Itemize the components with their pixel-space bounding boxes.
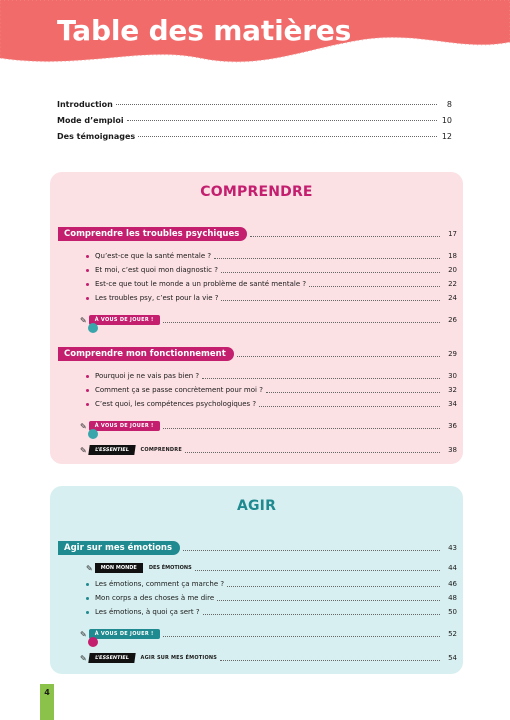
chapter-keyword: Agir xyxy=(64,543,84,553)
chapter-page: 43 xyxy=(448,544,457,552)
item-page: 30 xyxy=(448,372,457,380)
dot-leader xyxy=(220,660,440,661)
bullet-icon xyxy=(86,375,89,378)
pencil-icon: ✎ xyxy=(80,445,87,455)
essentiel-page: 38 xyxy=(448,446,457,454)
dot-leader xyxy=(217,600,440,601)
section-title: COMPRENDRE xyxy=(200,184,313,200)
play-row[interactable] xyxy=(58,626,457,642)
page-number: 4 xyxy=(44,688,50,697)
pencil-icon: ✎ xyxy=(80,629,87,639)
dot-leader xyxy=(116,104,437,105)
essentiel-tag: L’ESSENTIEL xyxy=(88,653,135,663)
essentiel-row[interactable] xyxy=(58,442,457,458)
dot-leader xyxy=(259,406,440,407)
item-label: Comment ça se passe concrètement pour moi ? xyxy=(95,386,263,394)
pencil-icon: ✎ xyxy=(80,421,87,431)
essentiel-badge xyxy=(80,445,182,455)
chapter-row[interactable] xyxy=(58,226,457,242)
monde-tag: MON MONDE xyxy=(95,563,143,573)
play-badge xyxy=(80,629,160,639)
dot-leader xyxy=(163,428,440,429)
item-page: 34 xyxy=(448,400,457,408)
item-page: 20 xyxy=(448,266,457,274)
dot-leader xyxy=(309,286,440,287)
dot-leader xyxy=(163,322,440,323)
chapter-title: sur mes émotions xyxy=(83,543,173,553)
dot-leader xyxy=(185,452,440,453)
bullet-icon xyxy=(86,583,89,586)
dot-leader xyxy=(221,300,440,301)
header-banner xyxy=(0,0,510,80)
item-label: Les troubles psy, c’est pour la vie ? xyxy=(95,294,219,302)
item-page: 32 xyxy=(448,386,457,394)
section-comprendre xyxy=(50,172,463,464)
item-label: Est-ce que tout le monde a un problème de santé mentale ? xyxy=(95,280,307,288)
toc-item[interactable] xyxy=(58,290,457,306)
bullet-icon xyxy=(86,283,89,286)
chapter-page: 17 xyxy=(448,230,457,238)
item-label: Mon corps a des choses à me dire xyxy=(95,594,215,602)
toc-line[interactable] xyxy=(57,132,452,148)
bullet-icon xyxy=(86,297,89,300)
essentiel-label: AGIR SUR MES ÉMOTIONS xyxy=(140,655,218,661)
bullet-icon xyxy=(86,389,89,392)
dot-leader xyxy=(138,136,437,137)
chapter-pill xyxy=(58,347,234,361)
toc-line[interactable] xyxy=(57,100,452,116)
page-title: Table des matières xyxy=(57,14,352,47)
bullet-icon xyxy=(86,597,89,600)
chapter-keyword: Comprendre xyxy=(64,229,124,239)
dot-leader xyxy=(221,272,440,273)
dot-leader xyxy=(163,636,440,637)
essentiel-tag: L’ESSENTIEL xyxy=(88,445,135,455)
toc-top-list xyxy=(57,100,452,148)
dot-leader xyxy=(227,586,440,587)
pencil-icon: ✎ xyxy=(86,563,93,573)
item-label: C’est quoi, les compétences psychologiques ? xyxy=(95,400,257,408)
section-title: AGIR xyxy=(236,498,277,514)
bullet-icon xyxy=(86,255,89,258)
monde-label: DES ÉMOTIONS xyxy=(148,565,192,571)
chapter-keyword: Comprendre xyxy=(64,349,124,359)
bullet-icon xyxy=(86,403,89,406)
play-page: 36 xyxy=(448,422,457,430)
dot-leader xyxy=(183,550,440,551)
chapter-row[interactable] xyxy=(58,346,457,362)
dot-leader xyxy=(202,378,440,379)
dot-leader xyxy=(127,120,437,121)
monde-row[interactable] xyxy=(58,560,457,576)
item-page: 22 xyxy=(448,280,457,288)
toc-item[interactable] xyxy=(58,396,457,412)
item-page: 24 xyxy=(448,294,457,302)
item-label: Et moi, c’est quoi mon diagnostic ? xyxy=(95,266,218,274)
play-tag: À VOUS DE JOUER ! xyxy=(89,421,160,431)
bullet-icon xyxy=(86,269,89,272)
essentiel-label: COMPRENDRE xyxy=(140,447,182,453)
chapter-row[interactable] xyxy=(58,540,457,556)
item-page: 48 xyxy=(448,594,457,602)
item-label: Les émotions, à quoi ça sert ? xyxy=(95,608,200,616)
play-row[interactable] xyxy=(58,418,457,434)
chapter-pill xyxy=(58,541,180,555)
dot-leader xyxy=(237,356,440,357)
chapter-title: mon fonctionnement xyxy=(123,349,226,359)
burst-icon xyxy=(88,429,98,439)
essentiel-badge xyxy=(80,653,217,663)
toc-page: 8 xyxy=(446,100,452,109)
burst-icon xyxy=(88,323,98,333)
item-page: 50 xyxy=(448,608,457,616)
toc-label: Mode d’emploi xyxy=(57,116,124,125)
toc-page: 10 xyxy=(441,116,452,125)
dot-leader xyxy=(195,570,440,571)
play-page: 26 xyxy=(448,316,457,324)
item-label: Les émotions, comment ça marche ? xyxy=(95,580,225,588)
essentiel-row[interactable] xyxy=(58,650,457,666)
play-badge xyxy=(80,421,160,431)
toc-page: 12 xyxy=(441,132,452,141)
toc-label: Des témoignages xyxy=(57,132,136,141)
item-page: 18 xyxy=(448,252,457,260)
item-page: 46 xyxy=(448,580,457,588)
play-page: 52 xyxy=(448,630,457,638)
toc-label: Introduction xyxy=(57,100,113,109)
chapter-pill xyxy=(58,227,247,241)
play-badge xyxy=(80,315,160,325)
dot-leader xyxy=(214,258,440,259)
section-agir xyxy=(50,486,463,674)
toc-item[interactable] xyxy=(58,604,457,620)
dot-leader xyxy=(266,392,440,393)
item-label: Qu’est-ce que la santé mentale ? xyxy=(95,252,212,260)
play-tag: À VOUS DE JOUER ! xyxy=(89,315,160,325)
burst-icon xyxy=(88,637,98,647)
pencil-icon: ✎ xyxy=(80,315,87,325)
play-tag: À VOUS DE JOUER ! xyxy=(89,629,160,639)
dot-leader xyxy=(250,236,440,237)
chapter-page: 29 xyxy=(448,350,457,358)
play-row[interactable] xyxy=(58,312,457,328)
essentiel-page: 54 xyxy=(448,654,457,662)
item-label: Pourquoi je ne vais pas bien ? xyxy=(95,372,200,380)
pencil-icon: ✎ xyxy=(80,653,87,663)
monde-page: 44 xyxy=(448,564,457,572)
toc-line[interactable] xyxy=(57,116,452,132)
bullet-icon xyxy=(86,611,89,614)
monde-badge xyxy=(86,563,192,573)
dot-leader xyxy=(203,614,440,615)
chapter-title: les troubles psychiques xyxy=(123,229,240,239)
